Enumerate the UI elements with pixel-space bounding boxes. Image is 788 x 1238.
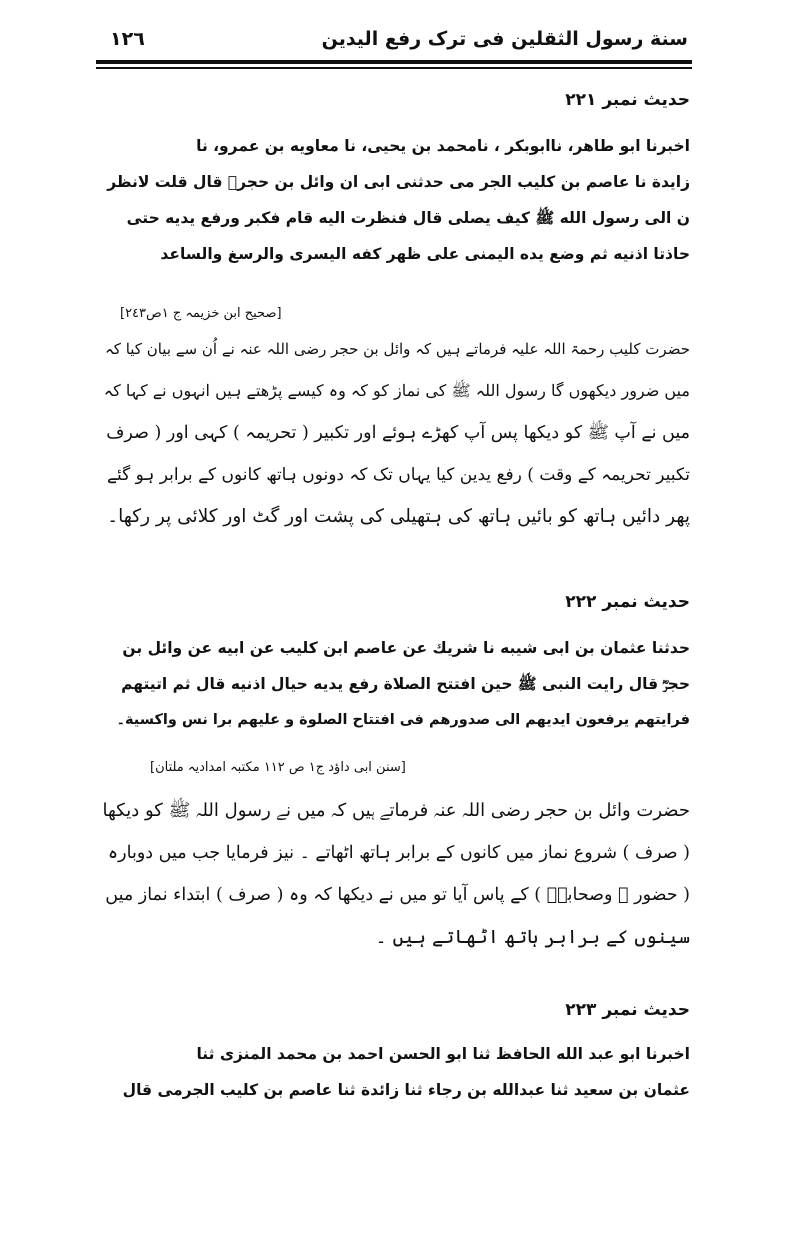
urdu-line: ( صرف ) شروع نماز میں کانوں کے برابر ہاتھ اٹھاتے ۔ نیز فرمایا جب میں دوبارہ — [107, 843, 690, 863]
hadith-heading: حدیث نمبر ٢٢٢ — [565, 592, 690, 612]
urdu-line: ( حضور ﷺ وصحابہؓ ) کے پاس آیا تو میں نے دیکھا کہ وہ ( صرف ) ابتداء نماز میں — [105, 885, 690, 905]
arabic-line: زايدة نا عاصم بن كليب الجر می حدثنی ابی ان وائل بن حجرؓ قال قلت لانظر — [107, 173, 690, 191]
urdu-line: سینوں کے برابر ہاتھ اٹھاتے ہیں ۔ — [375, 926, 690, 948]
header-rule-thick — [96, 60, 692, 64]
arabic-line: فرايتهم يرفعون ايديهم الی صدورهم فی افتتاح الصلوة و عليهم برا نس واكسية۔ — [116, 712, 690, 728]
arabic-line: ن الی رسول الله ﷺ كيف يصلی قال فنظرت اليه قام فكبر ورفع يديه حتی — [126, 209, 690, 227]
arabic-line: اخبرنا ابو عبد الله الحافظ ثنا ابو الحسن احمد بن محمد المنزی ثنا — [196, 1045, 690, 1063]
running-header-title: سنة رسول الثقلين فی ترک رفع الیدین — [321, 28, 688, 50]
urdu-line: حضرت کلیب رحمۃ اللہ علیہ فرماتے ہیں کہ وائل بن حجر رضی اللہ عنہ نے اُن سے بیان کیا کہ — [105, 340, 690, 358]
urdu-translation — [100, 328, 690, 538]
arabic-line: حجرؓ قال رايت النبی ﷺ حين افتتح الصلاة رفع يديه حيال اذنيه قال ثم اتيتهم — [121, 675, 690, 693]
urdu-line: پھر دائیں ہاتھ کو بائیں ہاتھ کی ہتھیلی کی پشت اور گٹ اور کلائی پر رکھا۔ — [107, 506, 690, 527]
reference-citation: [صحیح ابن خزیمہ ج ١ص٢٤٣] — [120, 306, 282, 321]
urdu-line: میں نے آپ ﷺ کو دیکھا پس آپ کھڑے ہوئے اور تکبیر ( تحریمہ ) کہی اور ( صرف — [106, 423, 690, 443]
urdu-translation — [100, 790, 690, 958]
urdu-line: تکبیر تحریمہ کے وقت ) رفع یدین کیا یہاں تک کہ دونوں ہاتھ کانوں کے برابر ہو گئے — [106, 465, 690, 485]
arabic-line: عثمان بن سعيد ثنا عبدالله بن رجاء ثنا زائدة ثنا عاصم بن كليب الجرمی قال — [122, 1081, 690, 1099]
header-rule-thin — [96, 67, 692, 69]
page-number: ١٢٦ — [110, 28, 145, 50]
arabic-line: حدثنا عثمان بن ابی شيبه نا شريك عن عاصم ابن كليب عن ابيه عن وائل بن — [122, 639, 690, 657]
arabic-line: اخبرنا ابو طاهر، ناابوبكر ، نامحمد بن يحيی، نا معاويه بن عمرو، نا — [196, 137, 690, 155]
urdu-line: میں ضرور دیکھوں گا رسول اللہ ﷺ کی نماز کو کہ وہ کیسے پڑھتے ہیں انہوں نے کہا کہ — [103, 381, 690, 400]
arabic-text — [100, 128, 690, 272]
arabic-text — [100, 1036, 690, 1108]
urdu-line: حضرت وائل بن حجر رضی اللہ عنہ فرماتے ہیں کہ میں نے رسول اللہ ﷺ کو دیکھا — [102, 800, 690, 821]
arabic-line: حاذتا اذنيه ثم وضع يده اليمنی علی ظهر كفه اليسری والرسغ والساعد — [160, 245, 690, 263]
hadith-heading: حدیث نمبر ٢٢١ — [565, 90, 690, 110]
arabic-text — [100, 630, 690, 738]
reference-citation: [سنن ابی داؤد ج١ ص ١١٢ مکتبہ امدادیہ ملتان] — [150, 760, 406, 775]
hadith-heading: حدیث نمبر ٢٢٣ — [565, 1000, 690, 1020]
